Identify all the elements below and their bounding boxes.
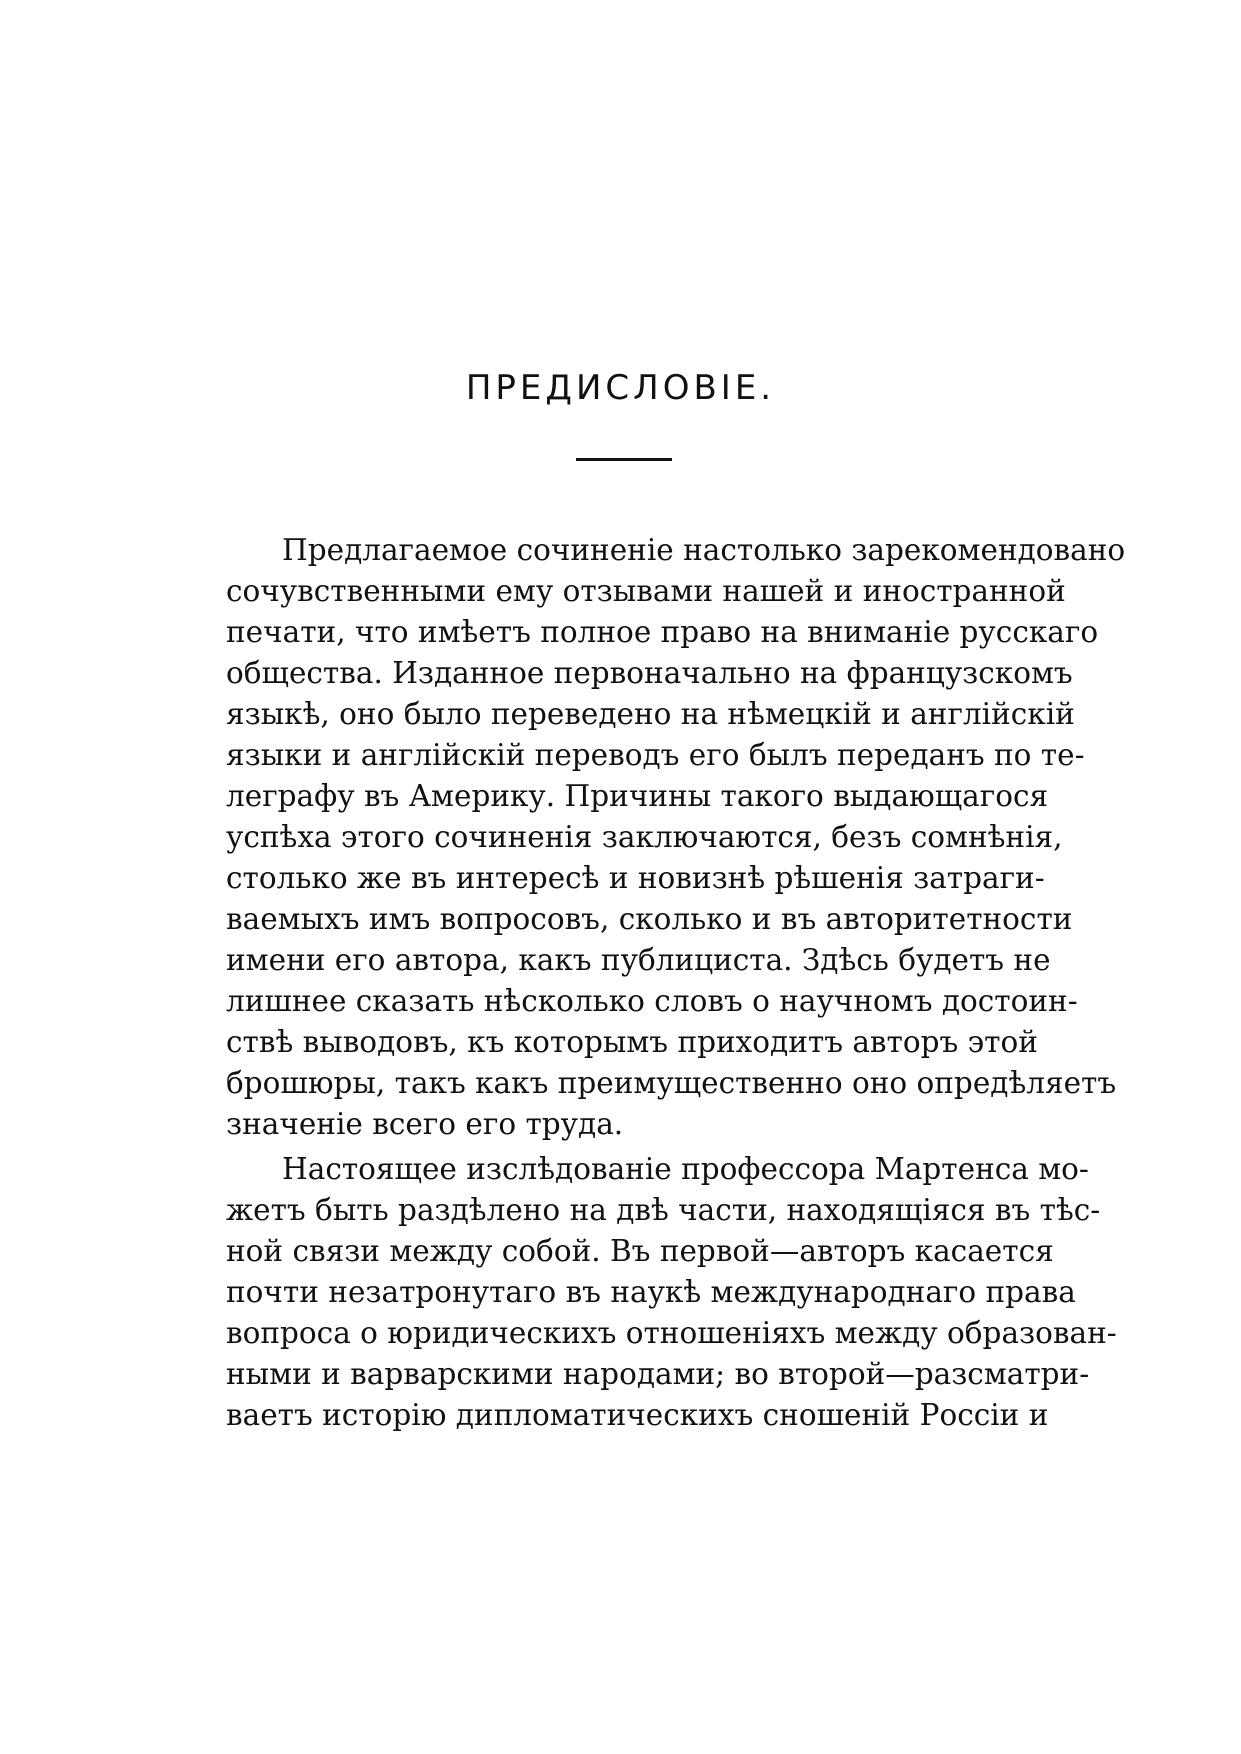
text-line: значеніе всего его труда. — [226, 1107, 624, 1141]
text-line: почти незатронутаго въ наукѣ международнаго права — [226, 1275, 1076, 1309]
text-line: успѣха этого сочиненія заключаются, безъ сомнѣнія, — [226, 820, 1063, 854]
title-divider — [576, 458, 672, 461]
text-line: языкѣ, оно было переведено на нѣмецкій и англійскій — [226, 697, 1075, 731]
text-line: лишнее сказать нѣсколько словъ о научномъ достоин- — [226, 984, 1078, 1018]
text-line: вопроса о юридическихъ отношеніяхъ между образован- — [226, 1316, 1117, 1350]
text-line: имени его автора, какъ публициста. Здѣсь будетъ не — [226, 943, 1051, 977]
text-line: Настоящее изслѣдованіе профессора Мартенса мо- — [282, 1152, 1089, 1186]
text-line: леграфу въ Америку. Причины такого выдающагося — [226, 779, 1049, 813]
page-title: ПРЕДИСЛОВІЕ. — [465, 368, 776, 408]
paragraph-2 — [226, 1149, 1117, 1436]
text-line: ваемыхъ имъ вопросовъ, сколько и въ авторитетности — [226, 902, 1073, 936]
paragraph-1 — [226, 530, 1126, 1145]
text-line: брошюры, такъ какъ преимущественно оно опредѣляетъ — [226, 1066, 1117, 1100]
text-line: столько же въ интересѣ и новизнѣ рѣшенія затраги- — [226, 861, 1045, 895]
text-line: ствѣ выводовъ, къ которымъ приходитъ авторъ этой — [226, 1025, 1038, 1059]
text-line: жетъ быть раздѣлено на двѣ части, находящіяся въ тѣс- — [226, 1193, 1101, 1227]
text-line: Предлагаемое сочиненіе настолько зарекомендовано — [282, 533, 1126, 567]
text-line: ваетъ исторію дипломатическихъ сношеній Россіи и — [226, 1398, 1049, 1432]
body-text — [226, 530, 1126, 1436]
text-line: ной связи между собой. Въ первой—авторъ касается — [226, 1234, 1054, 1268]
text-line: языки и англійскій переводъ его былъ переданъ по те- — [226, 738, 1085, 772]
text-line: сочувственными ему отзывами нашей и иностранной — [226, 574, 1066, 608]
text-line: общества. Изданное первоначально на французскомъ — [226, 656, 1073, 690]
text-line: печати, что имѣетъ полное право на вниманіе русскаго — [226, 615, 1099, 649]
text-line: ными и варварскими народами; во второй—разсматри- — [226, 1357, 1090, 1391]
